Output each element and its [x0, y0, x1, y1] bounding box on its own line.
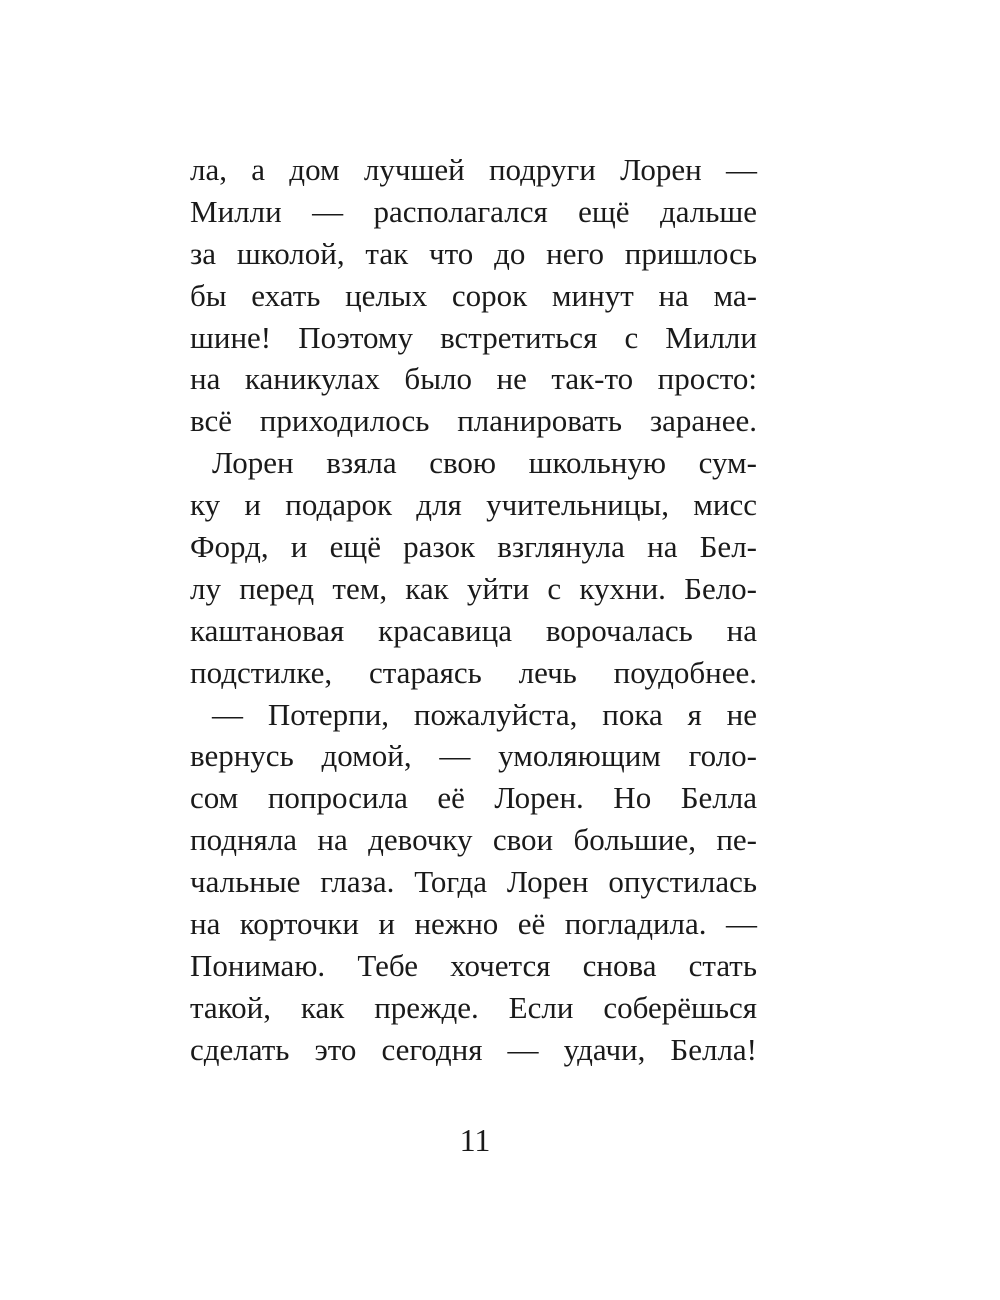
text-line: на каникулах было не так-то просто:	[190, 361, 757, 397]
text-line: — Потерпи, пожалуйста, пока я не	[212, 696, 757, 732]
text-line: Понимаю. Тебе хочется снова стать	[190, 947, 757, 983]
text-line: шине! Поэтому встретиться с Милли	[190, 319, 757, 355]
text-line: чальные глаза. Тогда Лорен опустилась	[190, 864, 757, 900]
text-line: за школой, так что до него пришлось	[190, 235, 757, 271]
text-line: Милли — располагался ещё дальше	[190, 193, 757, 229]
text-line: подняла на девочку свои большие, пе-	[190, 822, 757, 858]
text-line: лу перед тем, как уйти с кухни. Бело-	[190, 570, 757, 606]
text-line: каштановая красавица ворочалась на	[190, 612, 757, 648]
text-line: на корточки и нежно её погладила. —	[190, 906, 757, 942]
page-number: 11	[459, 1122, 491, 1158]
text-line: ла, а дом лучшей подруги Лорен —	[190, 152, 757, 187]
text-line: Лорен взяла свою школьную сум-	[212, 445, 757, 481]
text-line: Форд, и ещё разок взглянула на Бел-	[190, 529, 757, 565]
text-line: сделать это сегодня — удачи, Белла!	[190, 1031, 757, 1067]
text-line: ку и подарок для учительницы, мисс	[190, 487, 757, 523]
text-line: подстилке, стараясь лечь поудобнее.	[190, 654, 757, 690]
text-line: всё приходилось планировать заранее.	[190, 403, 757, 439]
text-line: такой, как прежде. Если соберёшься	[190, 989, 757, 1025]
text-line: вернусь домой, — умоляющим голо-	[190, 738, 757, 774]
page-body-text	[190, 149, 757, 1071]
text-line: сом попросила её Лорен. Но Белла	[190, 780, 757, 816]
text-line: бы ехать целых сорок минут на ма-	[190, 277, 757, 313]
